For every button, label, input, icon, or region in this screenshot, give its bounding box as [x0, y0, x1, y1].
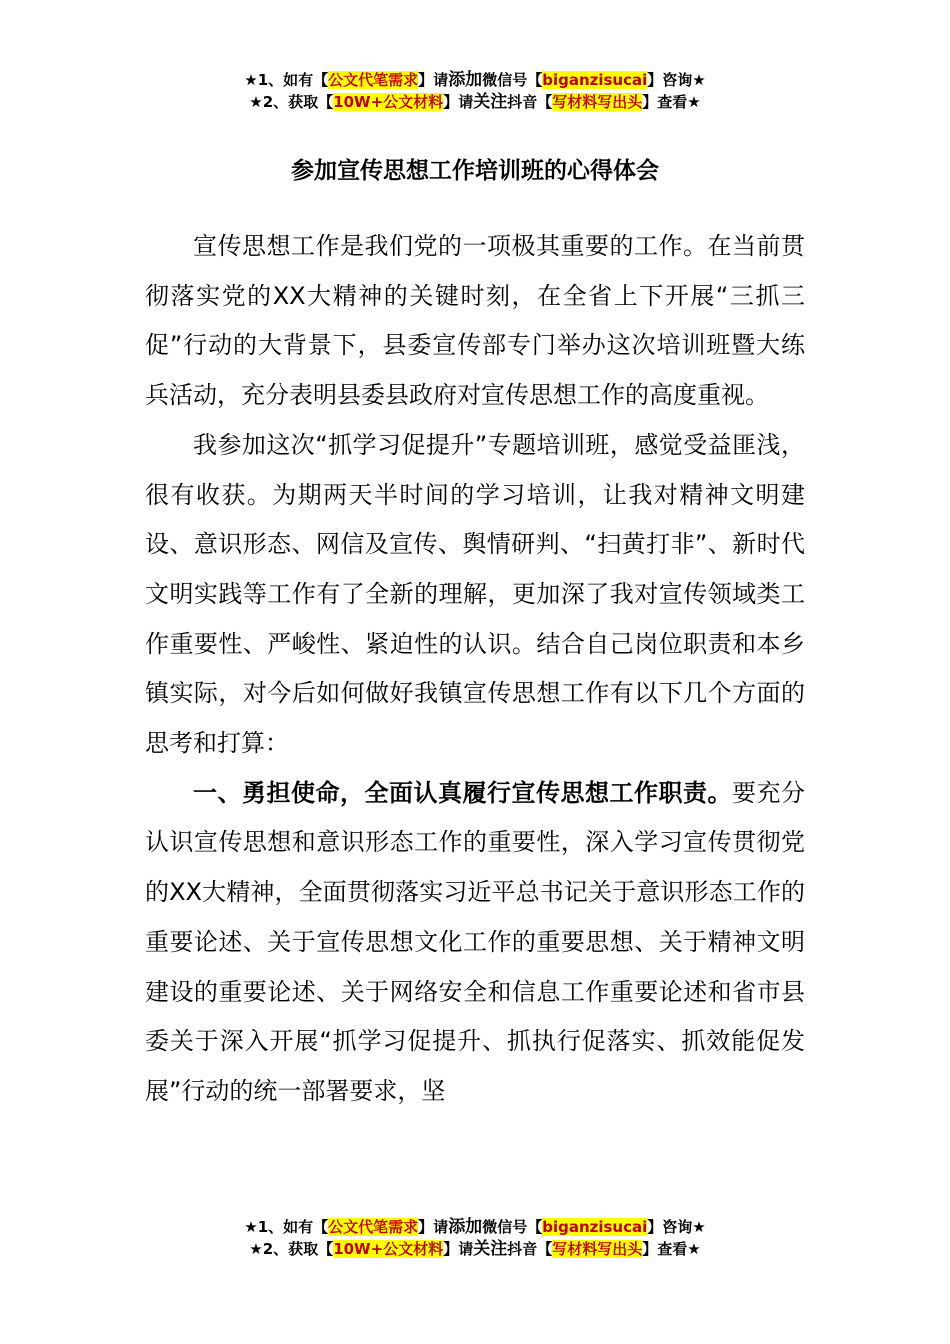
- promo-line-1-g-bottom: 】咨询★: [647, 1218, 706, 1236]
- promo-highlight-douyin-bottom: 写材料写出头: [552, 1240, 643, 1258]
- promo-line-1-c-bottom: 】请: [418, 1218, 449, 1236]
- promo-line-1-c: 】请: [418, 71, 449, 89]
- document-title: 参加宣传思想工作培训班的心得体会: [291, 158, 659, 184]
- document-body: [145, 222, 805, 1117]
- promo-line-2-e: 抖音【: [507, 93, 553, 111]
- promo-banner-top: [0, 69, 950, 113]
- promo-line-2-a: ★2、获取【: [249, 93, 334, 111]
- promo-line-2-g-bottom: 】查看★: [642, 1240, 701, 1258]
- promo-line-2-d-bottom: 关注: [473, 1239, 508, 1259]
- promo-line-1-e-bottom: 微信号【: [482, 1218, 543, 1236]
- promo-line-2-c-bottom: 】请: [443, 1240, 474, 1258]
- promo-line-1-g: 】咨询★: [647, 71, 706, 89]
- promo-highlight-materials-bottom: 10W+公文材料: [333, 1240, 444, 1258]
- promo-line-2: [0, 91, 950, 113]
- section-1-heading: 一、勇担使命，全面认真履行宣传思想工作职责。: [193, 778, 732, 807]
- promo-banner-bottom: [0, 1216, 950, 1260]
- promo-line-1-a: ★1、如有【: [244, 71, 329, 89]
- promo-line-1-d: 添加: [448, 70, 483, 90]
- promo-line-1-e: 微信号【: [482, 71, 543, 89]
- promo-highlight-douyin: 写材料写出头: [552, 93, 643, 111]
- promo-highlight-materials: 10W+公文材料: [333, 93, 444, 111]
- promo-highlight-service: 公文代笔需求: [328, 71, 419, 89]
- promo-line-2-d: 关注: [473, 92, 508, 112]
- promo-line-1-bottom: [0, 1216, 950, 1238]
- promo-line-1-d-bottom: 添加: [448, 1217, 483, 1237]
- paragraph-intro: 宣传思想工作是我们党的一项极其重要的工作。在当前贯彻落实党的XX大精神的关键时刻，在全省上下开展“三抓三促”行动的大背景下，县委宣传部专门举办这次培训班暨大练兵活动，充分表明县委县政府对宣传思想工作的高度重视。: [145, 232, 805, 410]
- promo-highlight-service-bottom: 公文代笔需求: [328, 1218, 419, 1236]
- section-1-text: 要充分认识宣传思想和意识形态工作的重要性，深入学习宣传贯彻党的XX大精神，全面贯彻落实习近平总书记关于意识形态工作的重要论述、关于宣传思想文化工作的重要思想、关于精神文明建设的重要论述、关于网络安全和信息工作重要论述和省市县委关于深入开展“抓学习促提升、抓执行促落实、抓效能促发展”行动的统一部署要求，坚: [145, 778, 805, 1105]
- promo-line-2-g: 】查看★: [642, 93, 701, 111]
- paragraph-section-1: [145, 769, 805, 1117]
- paragraph-experience: 我参加这次“抓学习促提升”专题培训班，感觉受益匪浅，很有收获。为期两天半时间的学习培训，让我对精神文明建设、意识形态、网信及宣传、舆情研判、“扫黄打非”、新时代文明实践等工作有了全新的理解，更加深了我对宣传领域类工作重要性、严峻性、紧迫性的认识。结合自己岗位职责和本乡镇实际，对今后如何做好我镇宣传思想工作有以下几个方面的思考和打算：: [145, 430, 805, 758]
- promo-line-1-a-bottom: ★1、如有【: [244, 1218, 329, 1236]
- promo-highlight-wechat-bottom: biganzisucai: [542, 1218, 648, 1236]
- promo-line-2-bottom: [0, 1238, 950, 1260]
- promo-line-2-e-bottom: 抖音【: [507, 1240, 553, 1258]
- promo-line-2-a-bottom: ★2、获取【: [249, 1240, 334, 1258]
- promo-line-2-c: 】请: [443, 93, 474, 111]
- promo-line-1: [0, 69, 950, 91]
- promo-highlight-wechat: biganzisucai: [542, 71, 648, 89]
